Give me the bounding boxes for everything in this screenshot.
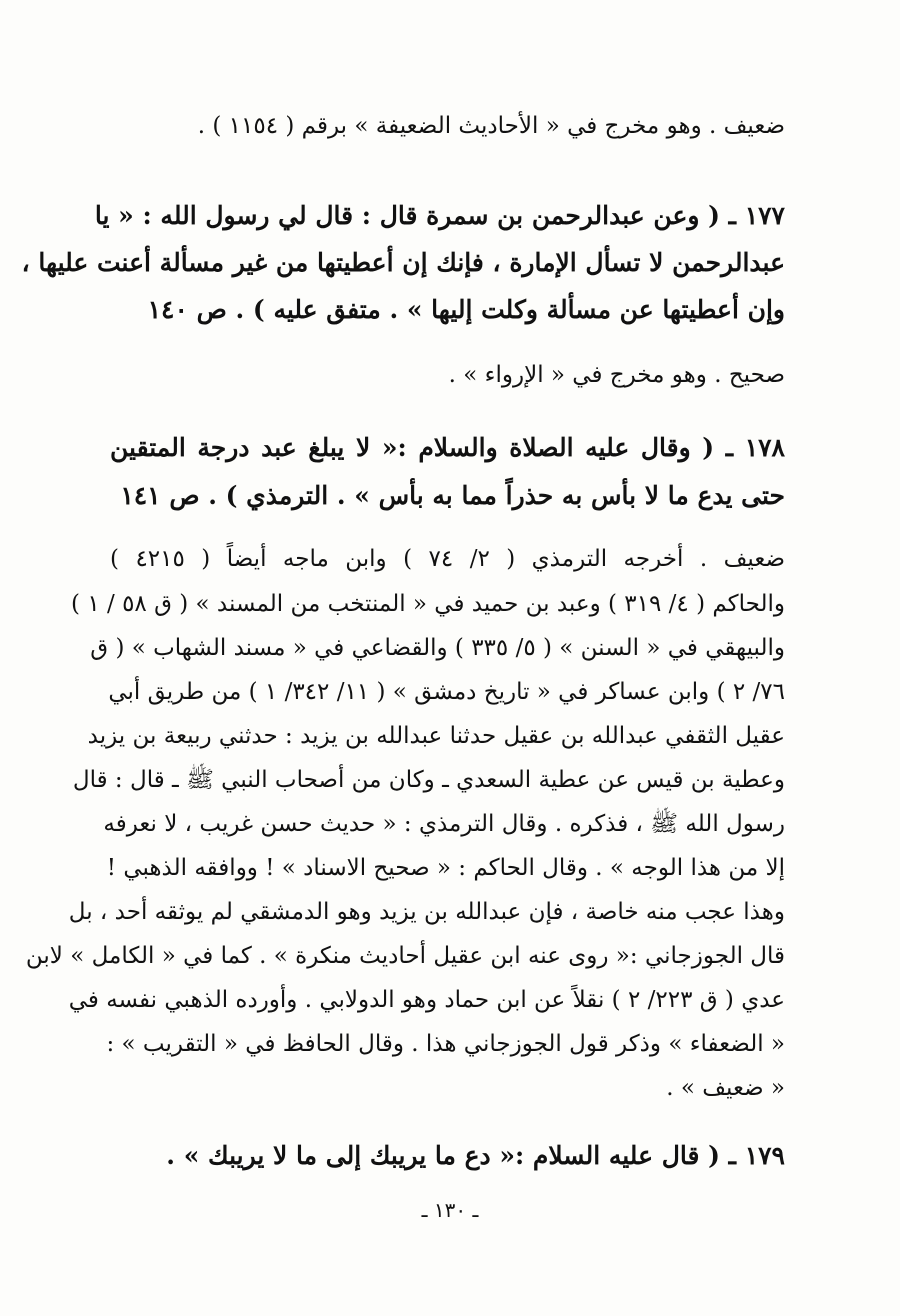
text-line: والحاكم ( ٤/ ٣١٩ ) وعبد بن حميد في « المنتخب من المسند » ( ق ٥٨ / ١ )	[71, 591, 785, 617]
hadith-177-line-3: وإن أعطيتها عن مسألة وكلت إليها » . متفق عليه ) . ص ١٤٠	[147, 295, 785, 324]
text-line: ضعيف . وهو مخرج في « الأحاديث الضعيفة » برقم ( ١١٥٤ ) .	[197, 113, 785, 139]
text-line: « ضعيف » .	[666, 1075, 785, 1101]
hadith-178-line-2: حتى يدع ما لا بأس به حذراً مما به بأس » . الترمذي ) . ص ١٤١	[120, 481, 785, 510]
text-line: رسول الله ﷺ ، فذكره . وقال الترمذي : « حديث حسن غريب ، لا نعرفه	[103, 811, 785, 837]
text-line: عدي ( ق ٢٢٣/ ٢ ) نقلاً عن ابن حماد وهو الدولابي . وأورده الذهبي نفسه في	[68, 987, 785, 1013]
hadith-177-line-1: ١٧٧ ـ ( وعن عبدالرحمن بن سمرة قال : قال لي رسول الله : « يا	[94, 201, 785, 230]
text-line: عقيل الثقفي عبدالله بن عقيل حدثنا عبدالله بن يزيد : حدثني ربيعة بن يزيد	[87, 723, 785, 749]
hadith-179-line-1: ١٧٩ ـ ( قال عليه السلام :« دع ما يريبك إلى ما لا يريبك » .	[166, 1141, 785, 1170]
text-line: ٧٦/ ٢ ) وابن عساكر في « تاريخ دمشق » ( ١١/ ٣٤٢/ ١ ) من طريق أبي	[108, 679, 785, 705]
hadith-178-line-1: ١٧٨ ـ ( وقال عليه الصلاة والسلام :« لا يبلغ عبد درجة المتقين	[110, 433, 785, 462]
text-line: والبيهقي في « السنن » ( ٥/ ٣٣٥ ) والقضاعي في « مسند الشهاب » ( ق	[90, 635, 785, 661]
text-line: إلا من هذا الوجه » . وقال الحاكم : « صحيح الاسناد » ! ووافقه الذهبي !	[106, 855, 785, 881]
text-line: وعطية بن قيس عن عطية السعدي ـ وكان من أصحاب النبي ﷺ ـ قال : قال	[72, 767, 785, 793]
hadith-177-line-2: عبدالرحمن لا تسأل الإمارة ، فإنك إن أعطيتها من غير مسألة أعنت عليها ،	[21, 248, 785, 277]
text-line: قال الجوزجاني :« روى عنه ابن عقيل أحاديث منكرة » . كما في « الكامل » لابن	[25, 943, 785, 969]
text-line: « الضعفاء » وذكر قول الجوزجاني هذا . وقال الحافظ في « التقريب » :	[106, 1031, 785, 1057]
text-line: صحيح . وهو مخرج في « الإرواء » .	[448, 362, 785, 388]
text-line: ضعيف . أخرجه الترمذي ( ٢/ ٧٤ ) وابن ماجه أيضاً ( ٤٢١٥ )	[110, 546, 785, 572]
page-number: ـ ١٣٠ ـ	[421, 1198, 479, 1222]
text-line: وهذا عجب منه خاصة ، فإن عبدالله بن يزيد وهو الدمشقي لم يوثقه أحد ، بل	[68, 899, 785, 925]
